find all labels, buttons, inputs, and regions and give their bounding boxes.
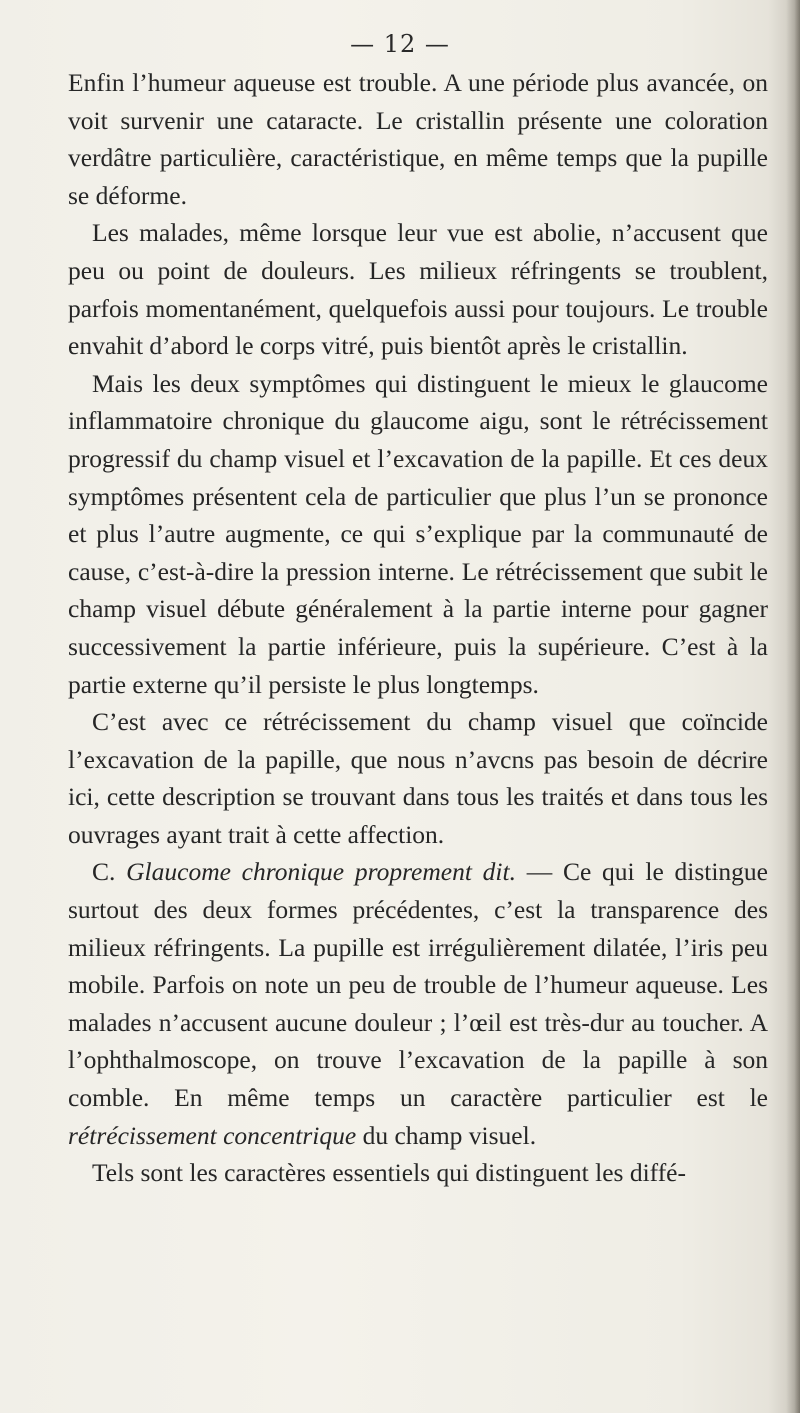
paragraph-4: C’est avec ce rétrécissement du champ visuel que coïncide l’excavation de la papille, que nous n’avcns pas besoin de décrire ici, cette description se trouvant dans tous les traités et dans tous les ouvrages ayant trait à cette affection. xyxy=(68,707,768,849)
section-letter: C. xyxy=(92,857,127,887)
paragraph-5-text-b: du champ visuel. xyxy=(356,1120,537,1150)
section-title: Glaucome chronique proprement dit. xyxy=(126,857,516,887)
paragraph-5-text-a: — Ce qui le distingue surtout des deux formes précédentes, c’est la transparence des milieux réfringents. La pupille est irrégulièrement dilatée, l’iris peu mobile. Parfois on note un peu de trouble de l’humeur aqueuse. Les malades n’accusent aucune douleur ; l’œil est très-dur au toucher. A l’ophthalmoscope, on trouve l’excavation de la papille à son comble. En même temps un caractère particulier est le xyxy=(68,857,768,1113)
page-edge-shadow xyxy=(786,0,800,1413)
paragraph-3: Mais les deux symptômes qui distinguent le mieux le glaucome inflammatoire chronique du glaucome aigu, sont le rétrécissement progressif du champ visuel et l’excavation de la papille. Et ces deux symptômes présentent cela de particulier que plus l’un se prononce et plus l’autre augmente, ce qui s’explique par la communauté de cause, c’est-à-dire la pression interne. Le rétrécissement que subit le champ visuel débute généralement à la partie interne pour gagner successivement la partie inférieure, puis la supérieure. C’est à la partie externe qu’il persiste le plus longtemps. xyxy=(68,368,768,699)
paragraph-6: Tels sont les caractères essentiels qui distinguent les diffé- xyxy=(92,1158,686,1188)
body-text xyxy=(68,64,768,1192)
paragraph-5 xyxy=(68,853,768,1154)
emphasized-term: rétrécissement concentrique xyxy=(68,1120,357,1150)
paragraph-1: Enfin l’humeur aqueuse est trouble. A une période plus avancée, on voit survenir une cataracte. Le cristallin présente une coloration verdâtre particulière, caractéristique, en même temps que la pupille se déforme. xyxy=(68,68,768,210)
paragraph-2: Les malades, même lorsque leur vue est abolie, n’accusent que peu ou point de douleurs. Les milieux réfringents se troublent, parfois momentanément, quelquefois aussi pour toujours. Le trouble envahit d’abord le corps vitré, puis bientôt après le cristallin. xyxy=(68,218,768,361)
page-number: — 12 — xyxy=(350,30,450,58)
